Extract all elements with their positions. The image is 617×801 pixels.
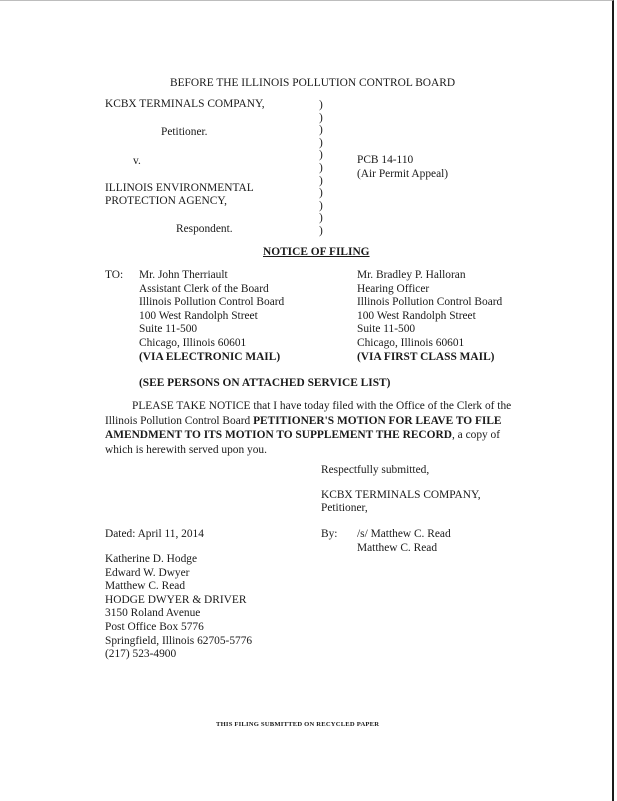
signatory-company: KCBX TERMINALS COMPANY, xyxy=(321,489,481,501)
board-heading: BEFORE THE ILLINOIS POLLUTION CONTROL BOARD xyxy=(170,77,456,89)
counsel-line: 3150 Roland Avenue xyxy=(105,607,201,620)
recipient-hearing-officer xyxy=(357,269,502,364)
delivery-method: (VIA FIRST CLASS MAIL) xyxy=(357,350,495,363)
versus: v. xyxy=(133,155,141,167)
caption-parentheses xyxy=(319,99,323,238)
address-line: Suite 11-500 xyxy=(139,323,198,336)
paren-mark: ) xyxy=(319,161,323,174)
address-line: 100 West Randolph Street xyxy=(139,309,258,322)
counsel-line: Edward W. Dwyer xyxy=(105,566,190,579)
address-line: Assistant Clerk of the Board xyxy=(139,282,269,295)
closing: Respectfully submitted, xyxy=(321,464,430,476)
body-outro: , a copy of which is herewith served upon you. xyxy=(105,429,501,456)
counsel-line: (217) 523-4900 xyxy=(105,648,177,661)
paren-mark: ) xyxy=(319,212,323,225)
paren-mark: ) xyxy=(319,174,323,187)
counsel-line: Springfield, Illinois 62705-5776 xyxy=(105,634,253,647)
address-line: Illinois Pollution Control Board xyxy=(139,296,285,309)
counsel-line: Post Office Box 5776 xyxy=(105,620,204,633)
counsel-line: Katherine D. Hodge xyxy=(105,553,198,565)
petitioner-role: Petitioner. xyxy=(161,126,208,138)
respondent-name-line1: ILLINOIS ENVIRONMENTAL xyxy=(105,182,254,194)
by-label: By: xyxy=(321,528,338,540)
counsel-line: HODGE DWYER & DRIVER xyxy=(105,593,247,606)
case-number: PCB 14-110 xyxy=(357,154,414,166)
address-line: Chicago, Illinois 60601 xyxy=(357,336,465,349)
signatory-role: Petitioner, xyxy=(321,502,368,514)
printed-name: Matthew C. Read xyxy=(357,542,438,554)
counsel-line: Matthew C. Read xyxy=(105,580,186,593)
address-line: 100 West Randolph Street xyxy=(357,309,476,322)
address-line: Suite 11-500 xyxy=(357,323,416,336)
counsel-block xyxy=(105,553,252,662)
paren-mark: ) xyxy=(319,124,323,137)
paren-mark: ) xyxy=(319,224,323,237)
respondent-name-line2: PROTECTION AGENCY, xyxy=(105,195,227,207)
dated: Dated: April 11, 2014 xyxy=(105,528,204,540)
paren-mark: ) xyxy=(319,187,323,200)
address-line: Chicago, Illinois 60601 xyxy=(139,336,247,349)
address-line: Hearing Officer xyxy=(357,282,430,295)
respondent-role: Respondent. xyxy=(176,223,233,235)
body-intro: PLEASE TAKE NOTICE that I have today filed with the Office of the Clerk of the Illinois Pollution Control Board xyxy=(105,400,512,427)
notice-body xyxy=(105,399,525,457)
recipient-clerk xyxy=(139,269,284,364)
delivery-method: (VIA ELECTRONIC MAIL) xyxy=(139,350,281,363)
service-list-note: (SEE PERSONS ON ATTACHED SERVICE LIST) xyxy=(139,377,391,389)
notice-title: NOTICE OF FILING xyxy=(263,246,370,258)
signature-line: /s/ Matthew C. Read xyxy=(357,528,451,540)
paren-mark: ) xyxy=(319,99,323,111)
motion-title: PETITIONER'S MOTION FOR LEAVE TO FILE AMENDMENT TO ITS MOTION TO SUPPLEMENT THE RECORD xyxy=(105,414,502,442)
case-type: (Air Permit Appeal) xyxy=(357,168,449,180)
paren-mark: ) xyxy=(319,136,323,149)
paren-mark: ) xyxy=(319,199,323,212)
to-label: TO: xyxy=(105,269,124,281)
recycled-paper-footer: THIS FILING SUBMITTED ON RECYCLED PAPER xyxy=(216,721,380,728)
address-line: Mr. John Therriault xyxy=(139,269,228,281)
address-line: Mr. Bradley P. Halloran xyxy=(357,269,466,281)
petitioner-name: KCBX TERMINALS COMPANY, xyxy=(105,98,265,110)
paren-mark: ) xyxy=(319,111,323,124)
paren-mark: ) xyxy=(319,149,323,162)
address-line: Illinois Pollution Control Board xyxy=(357,296,503,309)
